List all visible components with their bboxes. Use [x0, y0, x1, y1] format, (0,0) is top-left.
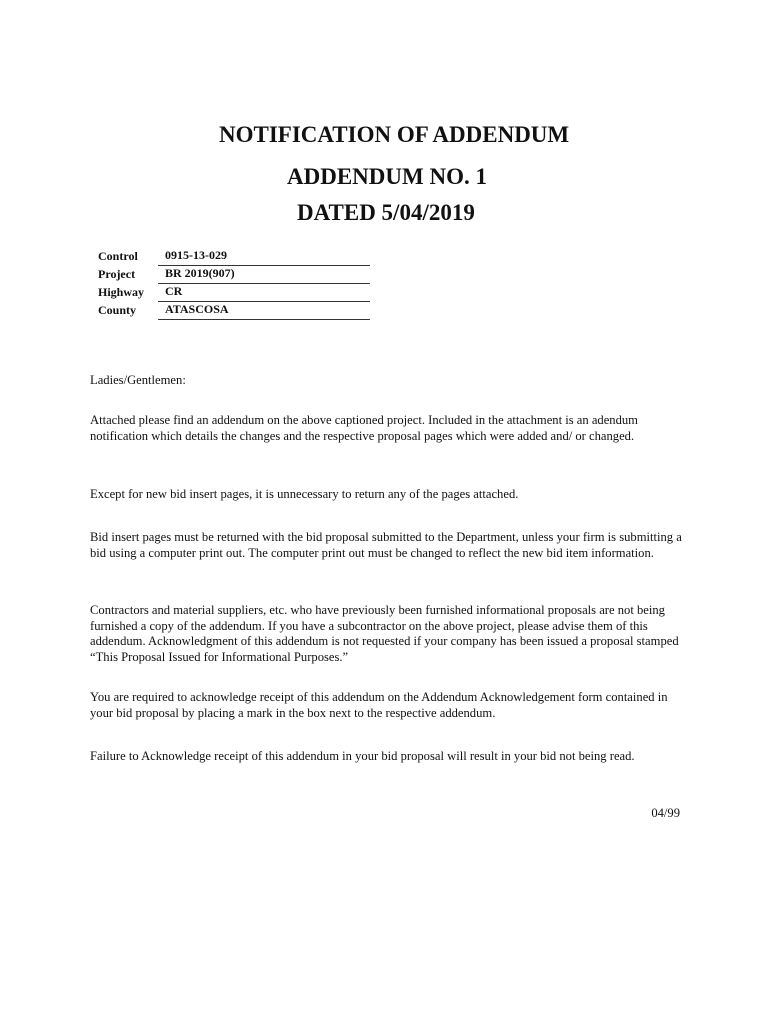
salutation: Ladies/Gentlemen: — [90, 373, 186, 387]
form-code: 04/99 — [651, 806, 680, 820]
info-row-highway — [98, 284, 370, 302]
project-label: Project — [98, 267, 136, 281]
county-value: ATASCOSA — [158, 302, 370, 320]
county-label: County — [98, 303, 137, 317]
paragraph-return-pages: Except for new bid insert pages, it is unnecessary to return any of the pages attached. — [90, 487, 519, 501]
paragraph-contractors: Contractors and material suppliers, etc. who have previously been furnished informational proposals are not being furnished a copy of the addendum. If you have a subcontractor on the above project, please advise them of this addendum. Acknowledgment of this addendum is not requested if your company has been issued a proposal stamped “This Proposal Issued for Informational Purposes.” — [90, 603, 679, 664]
project-value: BR 2019(907) — [158, 266, 370, 284]
control-value: 0915-13-029 — [158, 248, 370, 266]
addendum-date: DATED 5/04/2019 — [297, 200, 475, 225]
addendum-number: ADDENDUM NO. 1 — [287, 164, 487, 189]
project-info-table — [98, 248, 370, 320]
info-row-control — [98, 248, 370, 266]
control-label: Control — [98, 249, 138, 263]
paragraph-attachment: Attached please find an addendum on the above captioned project. Included in the attachment is an adendum notification which details the changes and the respective proposal pages which were added and/ or changed. — [90, 413, 638, 443]
info-row-county — [98, 302, 370, 320]
info-row-project — [98, 266, 370, 284]
paragraph-failure: Failure to Acknowledge receipt of this addendum in your bid proposal will result in your bid not being read. — [90, 749, 635, 763]
paragraph-bid-insert: Bid insert pages must be returned with the bid proposal submitted to the Department, unless your firm is submitting a bid using a computer print out. The computer print out must be changed to reflect the new bid item information. — [90, 530, 682, 560]
paragraph-acknowledge: You are required to acknowledge receipt of this addendum on the Addendum Acknowledgement form contained in your bid proposal by placing a mark in the box next to the respective addendum. — [90, 690, 668, 720]
highway-label: Highway — [98, 285, 145, 299]
highway-value: CR — [158, 284, 370, 302]
notification-title: NOTIFICATION OF ADDENDUM — [219, 122, 570, 147]
